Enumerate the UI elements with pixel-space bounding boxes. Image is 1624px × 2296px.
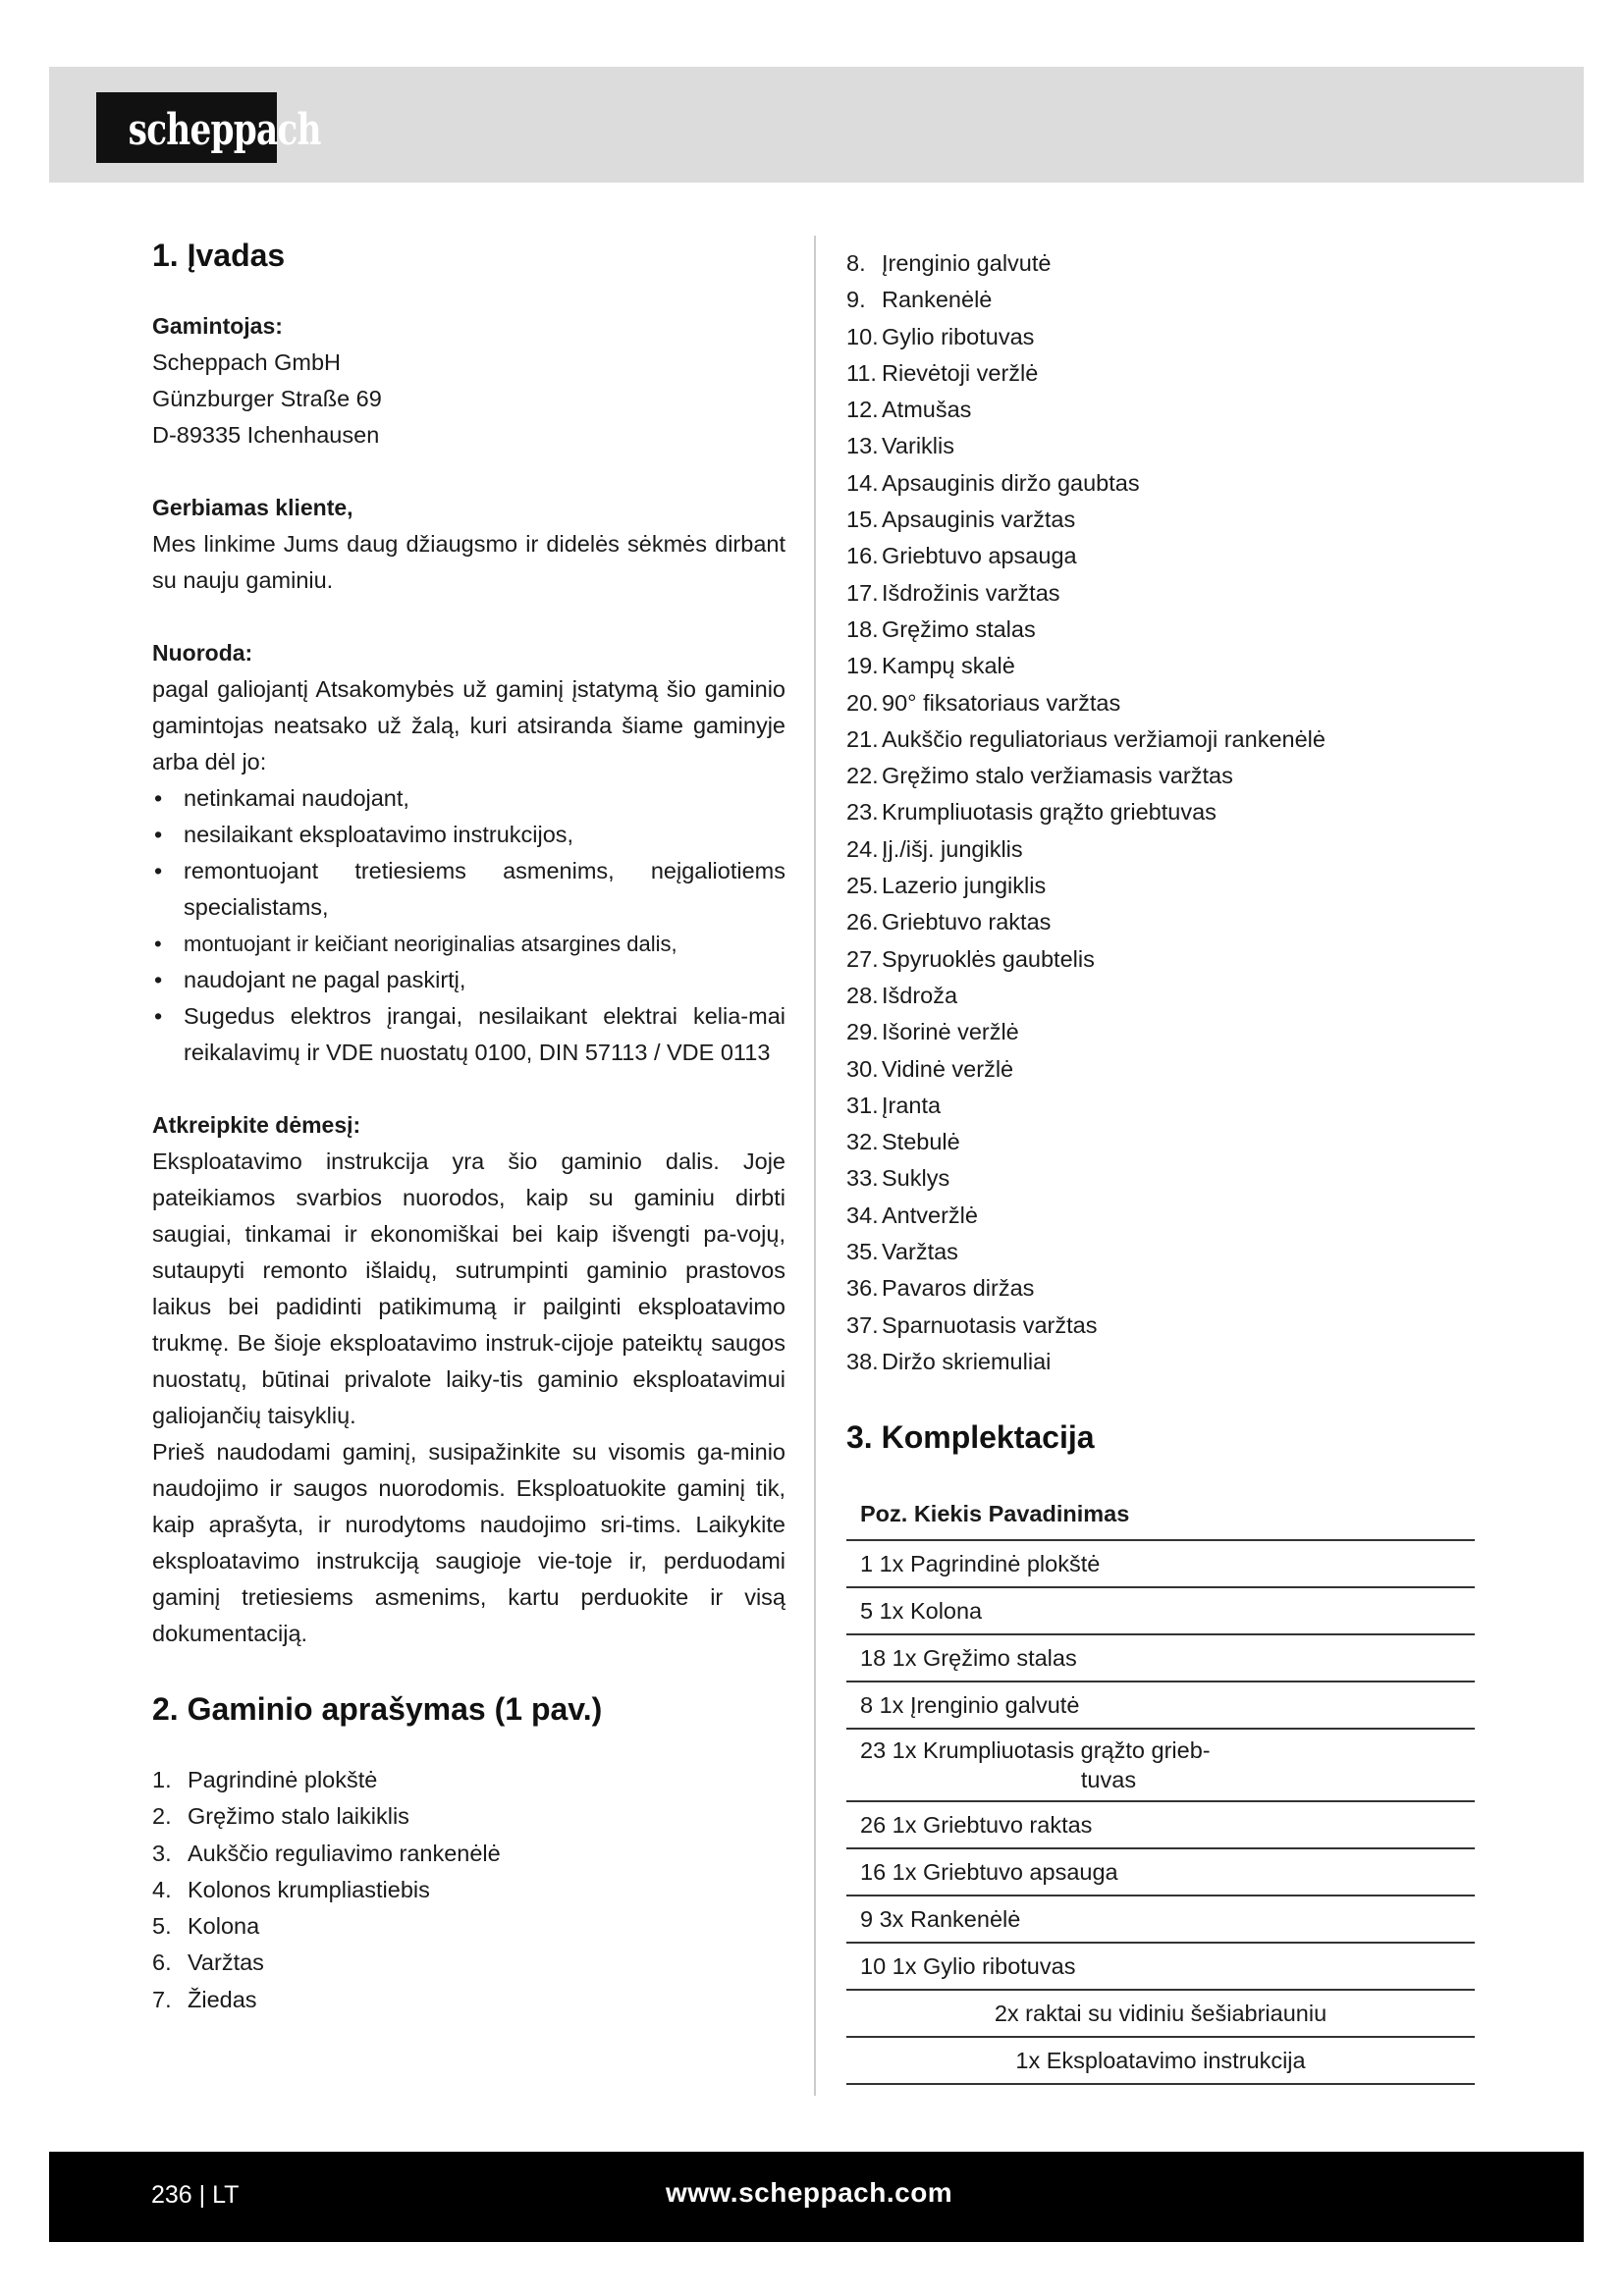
list-item: 18. Gręžimo stalas	[846, 615, 1036, 642]
dear-label: Gerbiamas kliente,	[152, 495, 353, 520]
list-item: 25. Lazerio jungiklis	[846, 873, 1047, 899]
kit-table	[846, 1496, 1475, 2085]
manufacturer-line: Scheppach GmbH	[152, 349, 342, 375]
table-cell: 26 1x Griebtuvo raktas	[846, 1801, 1475, 1848]
manufacturer-line: D-89335 Ichenhausen	[152, 422, 380, 448]
table-cell: 1 1x Pagrindinė plokštė	[846, 1540, 1475, 1587]
list-item: • naudojant ne pagal paskirtį,	[152, 962, 785, 998]
manufacturer-line: Günzburger Straße 69	[152, 386, 382, 411]
scheppach-logo: scheppach	[98, 94, 275, 161]
list-item: 27. Spyruoklės gaubtelis	[846, 945, 1095, 972]
table-row	[846, 1540, 1475, 1587]
manufacturer-block	[152, 308, 785, 454]
footer-bar	[49, 2152, 1584, 2242]
kit-heading: 3. Komplektacija	[846, 1419, 1095, 1456]
list-item: 4. Kolonos krumpliastiebis	[152, 1876, 430, 1902]
table-row	[846, 1801, 1475, 1848]
list-item: 22. Gręžimo stalo veržiamasis varžtas	[846, 763, 1233, 789]
list-item: 13. Variklis	[846, 433, 954, 459]
list-item: 35. Varžtas	[846, 1239, 958, 1265]
table-row	[846, 1943, 1475, 1990]
list-item: 26. Griebtuvo raktas	[846, 909, 1052, 935]
right-column	[846, 245, 1485, 2085]
parts-list-right	[846, 245, 1485, 1380]
list-item: 5. Kolona	[152, 1913, 260, 1940]
list-item: 15. Apsauginis varžtas	[846, 507, 1076, 533]
list-item: 9. Rankenėlė	[846, 287, 993, 313]
website-link[interactable]: www.scheppach.com	[666, 2177, 953, 2208]
table-cell: 2x raktai su vidiniu šešiabriauniu	[846, 1990, 1475, 2037]
list-item: 37. Sparnuotasis varžtas	[846, 1311, 1098, 1338]
dear-block	[152, 490, 785, 599]
table-row	[846, 1848, 1475, 1896]
table-row	[846, 1587, 1475, 1634]
intro-heading: 1. Įvadas	[152, 238, 286, 273]
table-cell: 16 1x Griebtuvo apsauga	[846, 1848, 1475, 1896]
parts-list-left	[152, 1762, 785, 2018]
list-item: 2. Gręžimo stalo laikiklis	[152, 1803, 409, 1830]
note-text: pagal galiojantį Atsakomybės už gaminį įstatymą šio gaminio gamintojas neatsako už žalą, kuri atsiranda šiame gaminyje arba dėl jo:	[152, 676, 785, 774]
list-item: • nesilaikant eksploatavimo instrukcijos,	[152, 817, 785, 853]
liability-list	[152, 780, 785, 1071]
list-item: 19. Kampų skalė	[846, 653, 1015, 679]
list-item: 29. Išorinė veržlė	[846, 1019, 1019, 1045]
table-row	[846, 1990, 1475, 2037]
attention-text: Prieš naudodami gaminį, susipažinkite su visomis ga-minio naudojimo ir saugos nuorodomis. Eksploatuokite gaminį tik, kaip aprašyta, ir nurodytoms naudojimo sri-tims. Laikykite eksploatavimo instrukciją saugioje vie-toje ir, perduodami gaminį tretiesiems asmenims, kartu perduokite ir visą dokumentaciją.	[152, 1439, 785, 1646]
table-cell: 18 1x Gręžimo stalas	[846, 1634, 1475, 1682]
list-item: 3. Aukščio reguliavimo rankenėlė	[152, 1840, 501, 1866]
table-cell: 8 1x Įrenginio galvutė	[846, 1682, 1475, 1729]
manufacturer-label: Gamintojas:	[152, 313, 283, 339]
list-item: 1. Pagrindinė plokštė	[152, 1767, 378, 1792]
list-item: 23. Krumpliuotasis grąžto griebtuvas	[846, 799, 1217, 826]
table-cell: 5 1x Kolona	[846, 1587, 1475, 1634]
list-item: 16. Griebtuvo apsauga	[846, 543, 1077, 569]
table-row	[846, 1634, 1475, 1682]
kit-table-header: Poz. Kiekis Pavadinimas	[846, 1496, 1475, 1540]
list-item: 11. Rievėtoji veržlė	[846, 359, 1039, 386]
list-item: 38. Diržo skriemuliai	[846, 1348, 1052, 1374]
attention-block	[152, 1107, 785, 1652]
list-item: 7. Žiedas	[152, 1986, 257, 2012]
list-item: 32. Stebulė	[846, 1129, 960, 1155]
table-cell: 23 1x Krumpliuotasis grąžto grieb- tuvas	[846, 1729, 1475, 1801]
column-divider	[814, 236, 816, 2096]
list-item: • Sugedus elektros įrangai, nesilaikant elektrai kelia-mai reikalavimų ir VDE nuostatų 0100, DIN 57113 / VDE 0113	[152, 998, 785, 1071]
dear-text: Mes linkime Jums daug džiaugsmo ir didelės sėkmės dirbant su nauju gaminiu.	[152, 531, 785, 593]
attention-label: Atkreipkite dėmesį:	[152, 1112, 361, 1138]
list-item: 24. Įj./išj. jungiklis	[846, 835, 1023, 862]
list-item: • remontuojant tretiesiems asmenims, neįgaliotiems specialistams,	[152, 853, 785, 926]
page-number: 236 | LT	[151, 2181, 240, 2209]
list-item: 14. Apsauginis diržo gaubtas	[846, 469, 1140, 496]
list-item: 28. Išdroža	[846, 982, 958, 1008]
header-band	[49, 67, 1584, 183]
list-item: 6. Varžtas	[152, 1949, 264, 1976]
table-row	[846, 1896, 1475, 1943]
list-item: • montuojant ir keičiant neoriginalias atsargines dalis,	[152, 926, 785, 962]
list-item: 10. Gylio ribotuvas	[846, 323, 1035, 349]
table-row	[846, 1682, 1475, 1729]
table-row	[846, 2037, 1475, 2084]
list-item: 20. 90° fiksatoriaus varžtas	[846, 689, 1121, 716]
table-cell: 1x Eksploatavimo instrukcija	[846, 2037, 1475, 2084]
list-item: 21. Aukščio reguliatoriaus veržiamoji rankenėlė	[846, 725, 1326, 752]
table-cell: 10 1x Gylio ribotuvas	[846, 1943, 1475, 1990]
list-item: 17. Išdrožinis varžtas	[846, 579, 1060, 606]
attention-text: Eksploatavimo instrukcija yra šio gaminio dalis. Joje pateikiamos svarbios nuorodos, kaip su gaminiu dirbti saugiai, tinkamai ir ekonomiškai bei kaip išvengti pa-vojų, sutaupyti remonto išlaidų, sutrumpinti gaminio prastovos laikus bei padidinti patikimumą ir pailginti eksploatavimo trukmę. Be šioje eksploatavimo instruk-cijoje pateiktų saugos nuostatų, būtinai privalote laiky-tis gaminio eksploatavimui galiojančių taisyklių.	[152, 1148, 785, 1428]
table-row	[846, 1729, 1475, 1801]
list-item: 8. Įrenginio galvutė	[846, 250, 1052, 276]
description-heading: 2. Gaminio aprašymas (1 pav.)	[152, 1691, 603, 1727]
left-column	[152, 236, 785, 2018]
note-block	[152, 635, 785, 1071]
list-item: 30. Vidinė veržlė	[846, 1055, 1014, 1082]
list-item: 33. Suklys	[846, 1165, 950, 1192]
list-item: • netinkamai naudojant,	[152, 780, 785, 817]
table-header-row	[846, 1496, 1475, 1540]
table-cell: 9 3x Rankenėlė	[846, 1896, 1475, 1943]
list-item: 36. Pavaros diržas	[846, 1275, 1035, 1302]
list-item: 12. Atmušas	[846, 397, 972, 423]
list-item: 34. Antveržlė	[846, 1201, 978, 1228]
note-label: Nuoroda:	[152, 640, 253, 666]
list-item: 31. Įranta	[846, 1092, 942, 1118]
